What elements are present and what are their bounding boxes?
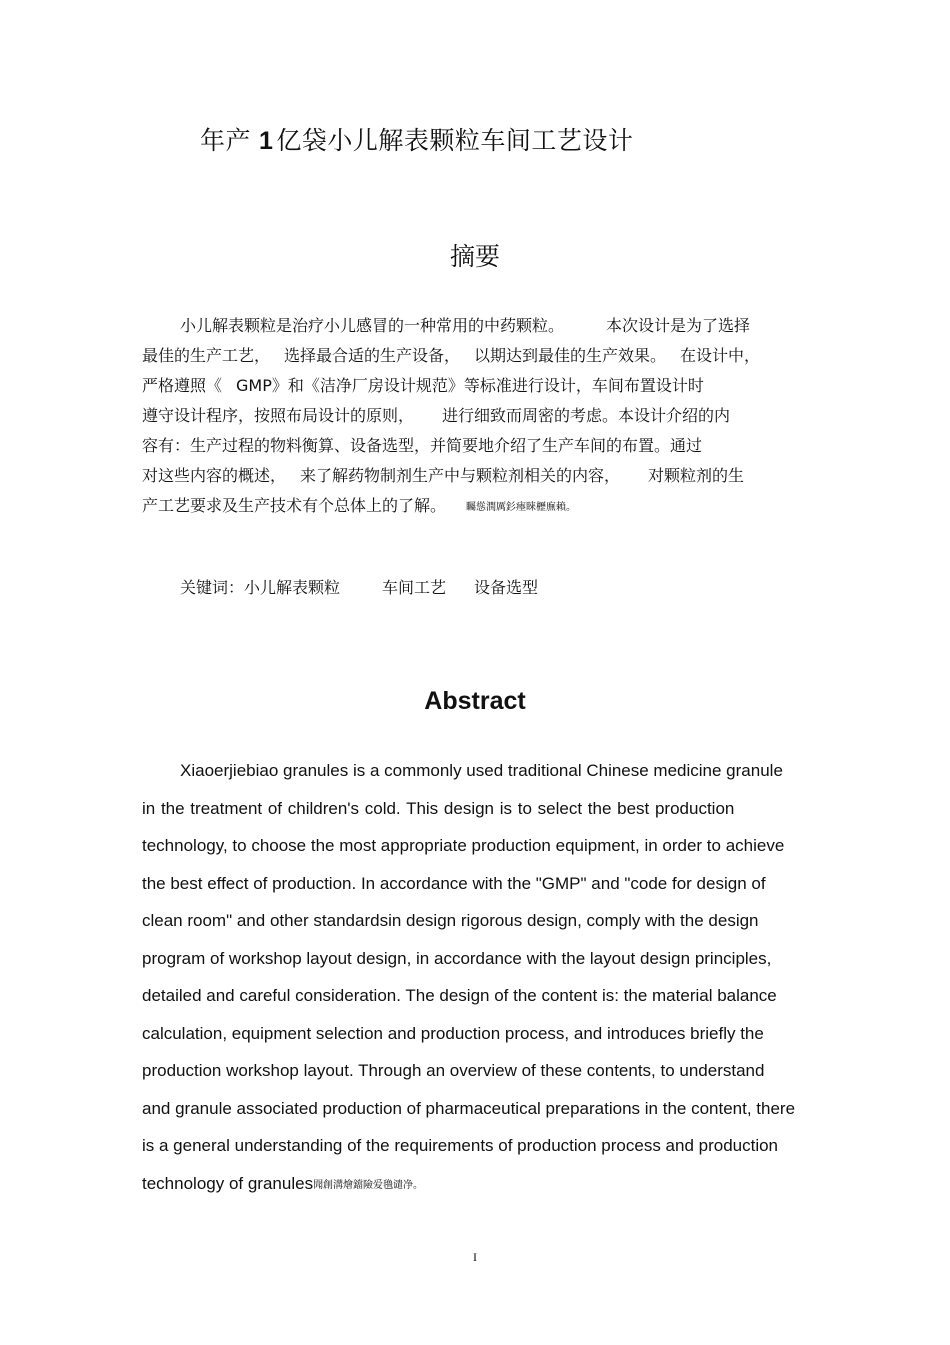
en-line-6: program of workshop layout design, in accordance with the layout design principles,	[142, 948, 772, 968]
en-line-9: production workshop layout. Through an overview of these contents, to understand	[142, 1061, 765, 1080]
en-line-7: detailed and careful consideration. The design of the content is: the material balance	[142, 986, 777, 1005]
en-line-4: the best effect of production. In accordance with the "GMP" and "code for design of	[142, 873, 766, 893]
cn-line-4: 遵守设计程序，按照布局设计的原则， 进行细致而周密的考虑。本设计介绍的内	[142, 406, 731, 425]
cn-line-2: 最佳的生产工艺， 选择最合适的生产设备， 以期达到最佳的生产效果。 在设计中，	[142, 346, 761, 365]
abstract-en-body	[142, 752, 842, 1202]
cn-line-3: 严格遵照《 GMP》和《洁净厂房设计规范》等标准进行设计，车间布置设计时	[142, 376, 704, 395]
garbled-note-en: 聞創溝燴鐺險爱氇谴净。	[313, 1179, 424, 1191]
abstract-en-heading: Abstract	[424, 687, 526, 715]
garbled-note-cn: 矚慫潤厲釤瘞睞櫪廡賴。	[466, 502, 577, 513]
keyword-3: 设备选型	[474, 578, 539, 597]
en-line-5: clean room" and other standardsin design rigorous design, comply with the design	[142, 911, 759, 930]
cn-line-7: 产工艺要求及生产技术有个总体上的了解。 矚慫潤厲釤瘞睞櫪廡賴。	[142, 496, 577, 515]
title-number: 1	[259, 127, 274, 155]
keyword-1: 小儿解表颗粒	[244, 578, 341, 597]
en-line-2: in the treatment of children's cold. This design is to select the best production	[142, 798, 735, 818]
keywords-line	[180, 573, 538, 603]
en-line-8: calculation, equipment selection and production process, and introduces briefly the	[142, 1023, 764, 1043]
title-suffix: 亿袋小儿解表颗粒车间工艺设计	[276, 126, 634, 155]
keywords-label: 关键词：	[180, 578, 245, 597]
cn-line-1: 小儿解表颗粒是治疗小儿感冒的一种常用的中药颗粒。 本次设计是为了选择	[180, 316, 751, 335]
en-line-11: is a general understanding of the requirements of production process and production	[142, 1136, 779, 1155]
page-number: I	[473, 1250, 477, 1264]
document-title	[200, 122, 633, 160]
cn-line-5: 容有：生产过程的物料衡算、设备选型，并简要地介绍了生产车间的布置。通过	[142, 436, 703, 455]
en-line-12: technology of granules聞創溝燴鐺險爱氇谴净。	[142, 1173, 424, 1193]
keyword-2: 车间工艺	[382, 578, 447, 597]
cn-line-6: 对这些内容的概述， 来了解药物制剂生产中与颗粒剂相关的内容， 对颗粒剂的生	[142, 466, 745, 485]
en-line-3: technology, to choose the most appropriate production equipment, in order to achieve	[142, 836, 785, 855]
abstract-cn-body	[142, 311, 842, 521]
en-line-1: Xiaoerjiebiao granules is a commonly used traditional Chinese medicine granule	[180, 761, 783, 780]
abstract-cn-heading: 摘要	[449, 242, 500, 271]
title-prefix: 年产	[200, 126, 252, 155]
en-line-10: and granule associated production of pharmaceutical preparations in the content, there	[142, 1098, 796, 1118]
